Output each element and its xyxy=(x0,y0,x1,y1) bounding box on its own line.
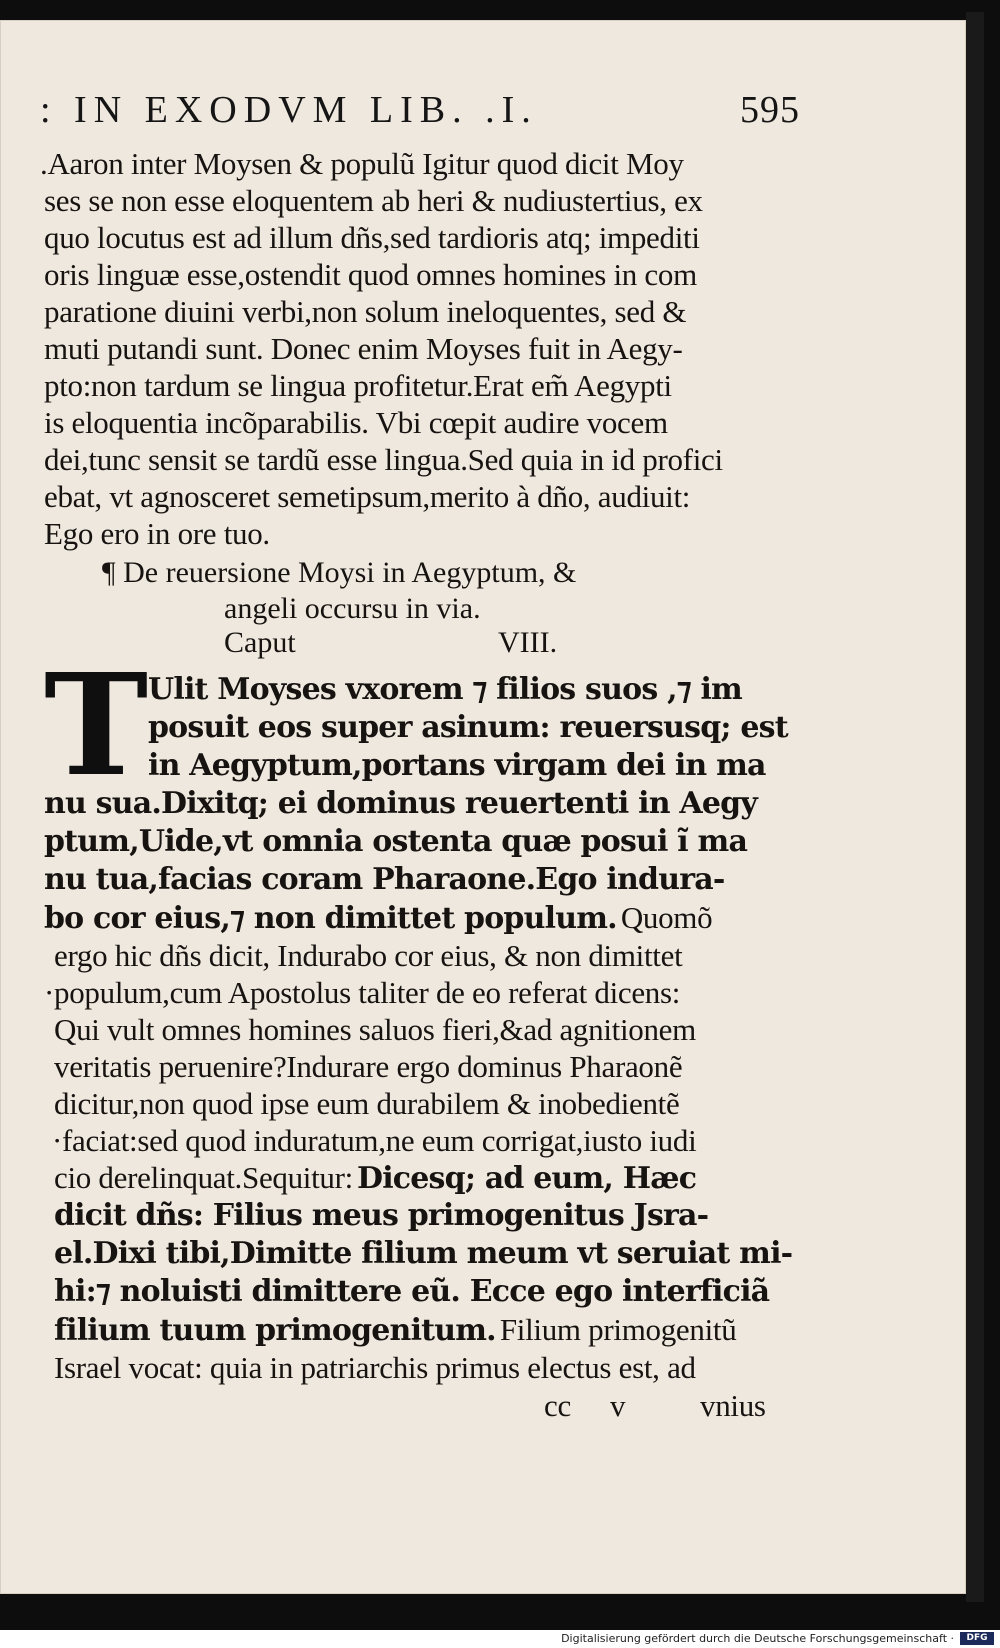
text-line: ebat, vt agnosceret semetipsum,merito à dño, audiuit: xyxy=(44,479,691,514)
caput-label: Caput xyxy=(224,626,296,659)
roman-segment: Filium primogenitũ xyxy=(499,1312,737,1347)
catchword: vnius xyxy=(700,1388,766,1423)
text-line: pto:non tardum se lingua profitetur.Erat em̃ Aegypti xyxy=(44,368,672,403)
dfg-logo-icon: DFG xyxy=(960,1632,994,1645)
text-line: ses se non esse eloquentem ab heri & nudiustertius, ex xyxy=(44,183,703,218)
roman-segment: Quomõ xyxy=(620,900,713,935)
page-edge-shadow xyxy=(966,12,984,1602)
mixed-text-line xyxy=(44,900,712,936)
blackletter-line: dicit dñs: Filius meus primogenitus Jsra- xyxy=(54,1198,709,1233)
text-line: muti putandi sunt. Donec enim Moyses fuit in Aegy- xyxy=(44,331,683,366)
chapter-heading-line1: ¶ De reuersione Moysi in Aegyptum, & xyxy=(102,556,577,589)
text-line: paratione diuini verbi,non solum ineloquentes, sed & xyxy=(44,294,687,329)
signature-letter: v xyxy=(610,1388,626,1423)
roman-segment: cio derelinquat.Sequitur: xyxy=(54,1160,353,1195)
text-line: ergo hic dñs dicit, Indurabo cor eius, & non dimittet xyxy=(54,938,683,973)
text-line: dei,tunc sensit se tardũ esse lingua.Sed quia in id profici xyxy=(44,442,723,477)
text-line: oris linguæ esse,ostendit quod omnes homines in com xyxy=(44,257,697,292)
running-header xyxy=(40,88,800,136)
text-line: veritatis peruenire?Indurare ergo dominus Pharaonẽ xyxy=(54,1049,683,1084)
text-line: is eloquentia incõparabilis. Vbi cœpit audire vocem xyxy=(44,405,668,440)
caput-number: VIII. xyxy=(498,626,558,659)
blackletter-line: hi:⁊ noluisti dimittere eũ. Ecce ego interficiã xyxy=(54,1274,770,1309)
text-line: quo locutus est ad illum dñs,sed tardioris atq; impediti xyxy=(44,220,700,255)
mixed-text-line xyxy=(54,1312,736,1348)
blackletter-segment: filium tuum primogenitum. xyxy=(54,1313,496,1348)
blackletter-line: nu tua,facias coram Pharaone.Ego indura- xyxy=(44,862,725,897)
blackletter-segment: Dicesq; ad eum, Hæc xyxy=(356,1161,697,1196)
blackletter-segment: bo cor eius,⁊ non dimittet populum. xyxy=(44,901,617,936)
blackletter-line: Ulit Moyses vxorem ⁊ filios suos ,⁊ im xyxy=(148,672,743,707)
mixed-text-line xyxy=(54,1160,696,1196)
text-line: Qui vult omnes homines saluos fieri,&ad agnitionem xyxy=(54,1012,696,1047)
folio-number: 595 xyxy=(740,89,800,131)
blackletter-line: in Aegyptum,portans virgam dei in ma xyxy=(148,748,766,783)
running-title: : IN EXODVM LIB. .I. xyxy=(40,89,538,131)
footer-credit: Digitalisierung gefördert durch die Deutsche Forschungsgemeinschaft · xyxy=(561,1632,954,1645)
blackletter-line: ptum,Uide,vt omnia ostenta quæ posui ĩ ma xyxy=(44,824,748,859)
signature-mark: cc xyxy=(544,1388,571,1423)
text-line: Israel vocat: quia in patriarchis primus electus est, ad xyxy=(54,1350,696,1385)
chapter-heading-line2: angeli occursu in via. xyxy=(224,592,481,625)
text-line: ·populum,cum Apostolus taliter de eo referat dicens: xyxy=(44,975,681,1010)
text-line: .Aaron inter Moysen & populũ Igitur quod dicit Moy xyxy=(40,146,684,181)
text-line: dicitur,non quod ipse eum durabilem & inobedientẽ xyxy=(54,1086,680,1121)
text-line: ·faciat:sed quod induratum,ne eum corrigat,iusto iudi xyxy=(52,1123,697,1158)
blackletter-line: posuit eos super asinum: reuersusq; est xyxy=(148,710,788,745)
blackletter-line: nu sua.Dixitq; ei dominus reuertenti in Aegy xyxy=(44,786,757,821)
drop-initial: T xyxy=(44,644,149,808)
blackletter-line: el.Dixi tibi,Dimitte filium meum vt seruiat mi- xyxy=(54,1236,793,1271)
text-line: Ego ero in ore tuo. xyxy=(44,516,270,551)
